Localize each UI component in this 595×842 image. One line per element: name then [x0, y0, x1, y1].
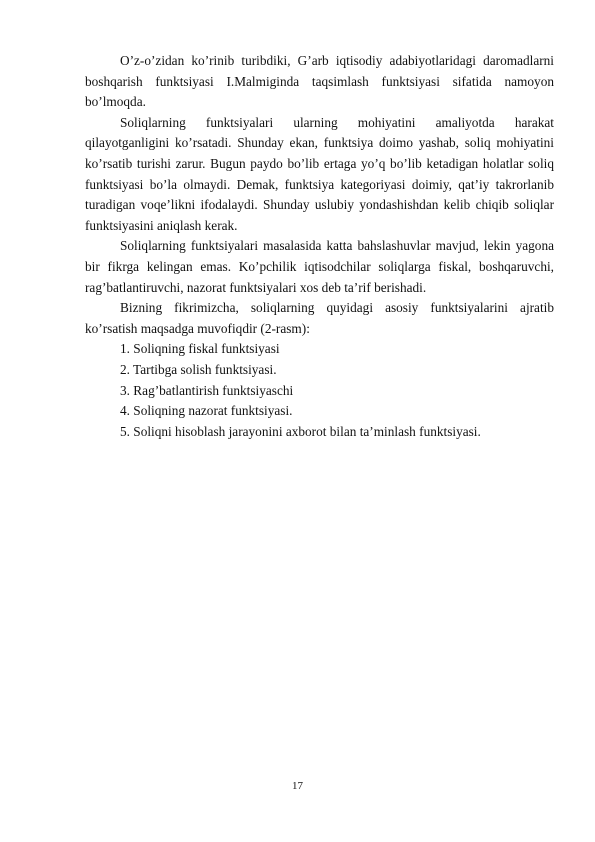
list-item: 4. Soliqning nazorat funktsiyasi.	[120, 403, 293, 419]
list-item: 5. Soliqni hisoblash jarayonini axborot bilan ta’minlash funktsiyasi.	[120, 423, 481, 439]
page-number: 17	[292, 780, 303, 792]
body-text	[85, 51, 554, 442]
list-item: 3. Rag’batlantirish funktsiyaschi	[120, 382, 294, 398]
list-item: 1. Soliqning fiskal funktsiyasi	[120, 341, 280, 357]
list-item: 2. Tartibga solish funktsiyasi.	[120, 361, 277, 377]
paragraph: Bizning fikrimizcha, soliqlarning quyidagi asosiy funktsiyalarini ajratib ko’rsatish maqsadga muvofiqdir (2-rasm):	[85, 300, 554, 336]
paragraph: Soliqlarning funktsiyalari masalasida katta bahslashuvlar mavjud, lekin yagona bir fikrga kelingan emas. Ko’pchilik iqtisodchilar soliqlarga fiskal, boshqaruvchi, rag’batlantiruvchi, nazorat funktsiyalari xos deb ta’rif berishadi.	[85, 238, 554, 295]
paragraph: Soliqlarning funktsiyalari ularning mohiyatini amaliyotda harakat qilayotganligini ko’rsatadi. Shunday ekan, funktsiya doimo yashab, soliq mohiyatini ko’rsatib turishi zarur. Bugun paydo bo’lib ertaga yo’q bo’lib ketadigan holatlar soliq funktsiyasi bo’la olmaydi. Demak, funktsiya kategoriyasi doimiy, qat’iy takrorlanib turadigan voqe’likni ifodalaydi. Shunday uslubiy yondashishdan kelib chiqib soliqlar funktsiyasini aniqlash kerak.	[85, 114, 554, 233]
paragraph: O’z-o’zidan ko’rinib turibdiki, G’arb iqtisodiy adabiyotlaridagi daromadlarni boshqarish funktsiyasi I.Malmiginda taqsimlash funktsiyasi sifatida namoyon bo’lmoqda.	[85, 53, 554, 110]
